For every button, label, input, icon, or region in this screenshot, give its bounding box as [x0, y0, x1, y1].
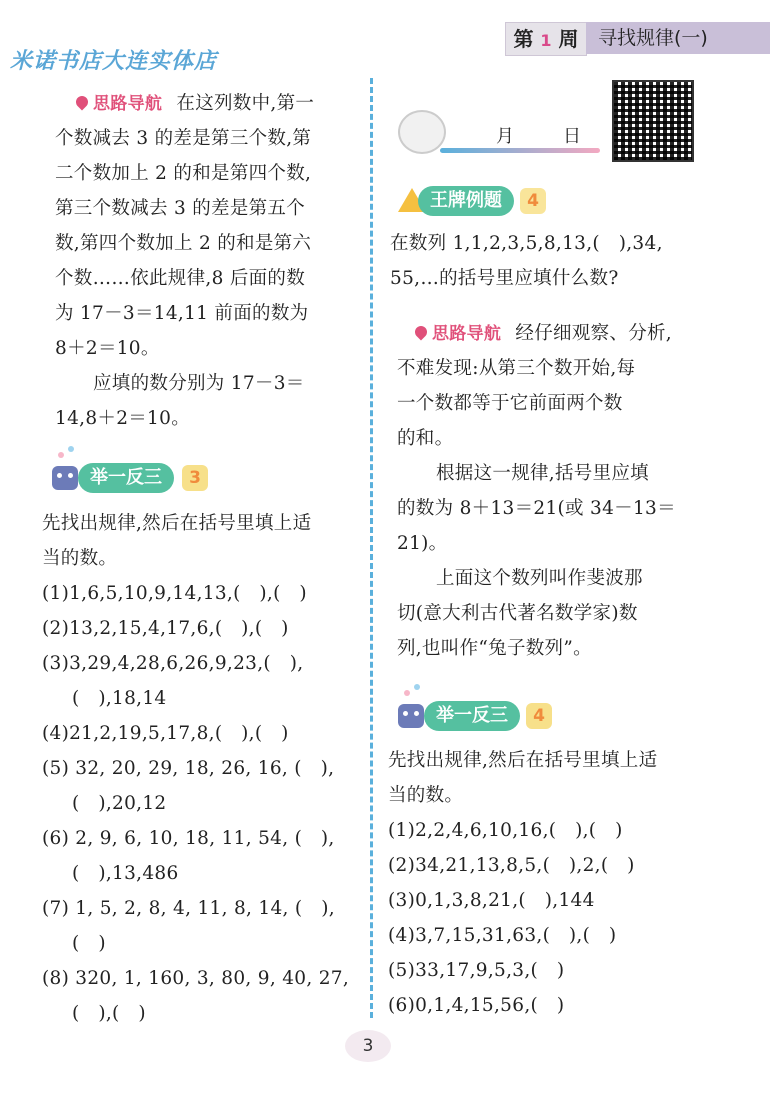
right-rule-line: 21)。 [397, 533, 448, 554]
robot-icon [398, 704, 424, 728]
qr-code-icon [612, 80, 694, 162]
right-problem-item: (4)3,7,15,31,63,( ),( ) [388, 925, 617, 946]
left-guide-tag [76, 94, 162, 114]
left-instruction-line: 先找出规律,然后在括号里填上适 [42, 513, 312, 534]
left-guide-line: 个数减去 3 的差是第三个数,第 [55, 128, 312, 149]
practice-number-right: 4 [526, 703, 552, 729]
fibonacci-line: 列,也叫作“兔子数列”。 [397, 638, 592, 659]
mascot-icon [398, 110, 446, 154]
left-answer-line: 14,8＋2＝10。 [55, 408, 191, 429]
decor-dot [58, 452, 64, 458]
left-problem-item: ( ) [72, 933, 106, 954]
left-guide-line: 个数……依此规律,8 后面的数 [55, 268, 306, 289]
left-guide-line: 为 17－3＝14,11 前面的数为 [55, 303, 309, 324]
right-guide-line: 不难发现:从第三个数开始,每 [397, 358, 636, 379]
left-problem-item: (1)1,6,5,10,9,14,13,( ),( ) [42, 583, 307, 604]
location-pin-icon [413, 324, 430, 341]
example-badge: 王牌例题 [418, 186, 514, 216]
right-guide-line: 经仔细观察、分析, [515, 323, 672, 344]
location-pin-icon [74, 94, 91, 111]
right-problem-item: (2)34,21,13,8,5,( ),2,( ) [388, 855, 635, 876]
practice-number-left: 3 [182, 465, 208, 491]
fibonacci-line: 上面这个数列叫作斐波那 [436, 568, 643, 589]
column-divider [370, 78, 373, 1018]
left-problem-item: (7) 1, 5, 2, 8, 4, 11, 8, 14, ( ), [42, 898, 335, 919]
right-problem-item: (1)2,2,4,6,10,16,( ),( ) [388, 820, 623, 841]
week-label [505, 22, 587, 56]
week-suffix: 周 [558, 27, 579, 51]
right-rule-line: 根据这一规律,括号里应填 [436, 463, 649, 484]
left-guide-label: 思路导航 [93, 94, 163, 114]
left-problem-item: (8) 320, 1, 160, 3, 80, 9, 40, 27, [42, 968, 350, 989]
left-answer-line: 应填的数分别为 17－3＝ [93, 373, 305, 394]
example-number: 4 [520, 188, 546, 214]
robot-icon [52, 466, 78, 490]
fibonacci-line: 切(意大利古代著名数学家)数 [397, 603, 638, 624]
left-problem-item: ( ),( ) [72, 1003, 146, 1024]
left-guide-first-line [76, 86, 314, 122]
left-problem-item: ( ),18,14 [72, 688, 167, 709]
watermark: 米诺书店大连实体店 [10, 49, 218, 74]
left-problem-item: ( ),13,486 [72, 863, 179, 884]
date-month: 月 [496, 126, 515, 147]
topic-title: 寻找规律(一) [586, 22, 770, 54]
left-problem-item: (6) 2, 9, 6, 10, 18, 11, 54, ( ), [42, 828, 335, 849]
left-instruction-line: 当的数。 [42, 548, 118, 569]
left-problem-item: ( ),20,12 [72, 793, 167, 814]
left-guide-line: 第三个数减去 3 的差是第五个 [55, 198, 306, 219]
practice-badge-left: 举一反三 [78, 463, 174, 493]
right-guide-label: 思路导航 [432, 324, 502, 344]
right-problem-item: (3)0,1,3,8,21,( ),144 [388, 890, 595, 911]
left-guide-line: 8＋2＝10。 [55, 338, 160, 359]
example-line: 55,…的括号里应填什么数? [390, 268, 619, 289]
page-number: 3 [345, 1030, 391, 1062]
right-guide-first-line [415, 316, 672, 352]
left-guide-line: 在这列数中,第一 [176, 93, 315, 114]
left-problem-item: (3)3,29,4,28,6,26,9,23,( ), [42, 653, 304, 674]
date-day: 日 [563, 126, 582, 147]
right-instruction-line: 当的数。 [388, 785, 464, 806]
left-problem-item: (2)13,2,15,4,17,6,( ),( ) [42, 618, 289, 639]
right-instruction-line: 先找出规律,然后在括号里填上适 [388, 750, 658, 771]
right-guide-line: 一个数都等于它前面两个数 [397, 393, 623, 414]
right-problem-item: (5)33,17,9,5,3,( ) [388, 960, 565, 981]
week-prefix: 第 [513, 27, 534, 51]
decor-dot [414, 684, 420, 690]
left-guide-line: 数,第四个数加上 2 的和是第六 [55, 233, 312, 254]
right-guide-line: 的和。 [397, 428, 454, 449]
practice-badge-right: 举一反三 [424, 701, 520, 731]
right-guide-tag [415, 324, 501, 344]
left-problem-item: (4)21,2,19,5,17,8,( ),( ) [42, 723, 289, 744]
week-number: 1 [540, 31, 552, 50]
left-problem-item: (5) 32, 20, 29, 18, 26, 16, ( ), [42, 758, 335, 779]
right-rule-line: 的数为 8＋13＝21(或 34－13＝ [397, 498, 676, 519]
left-guide-line: 二个数加上 2 的和是第四个数, [55, 163, 312, 184]
example-line: 在数列 1,1,2,3,5,8,13,( ),34, [390, 233, 663, 254]
right-problem-item: (6)0,1,4,15,56,( ) [388, 995, 565, 1016]
decor-dot [68, 446, 74, 452]
decor-dot [404, 690, 410, 696]
